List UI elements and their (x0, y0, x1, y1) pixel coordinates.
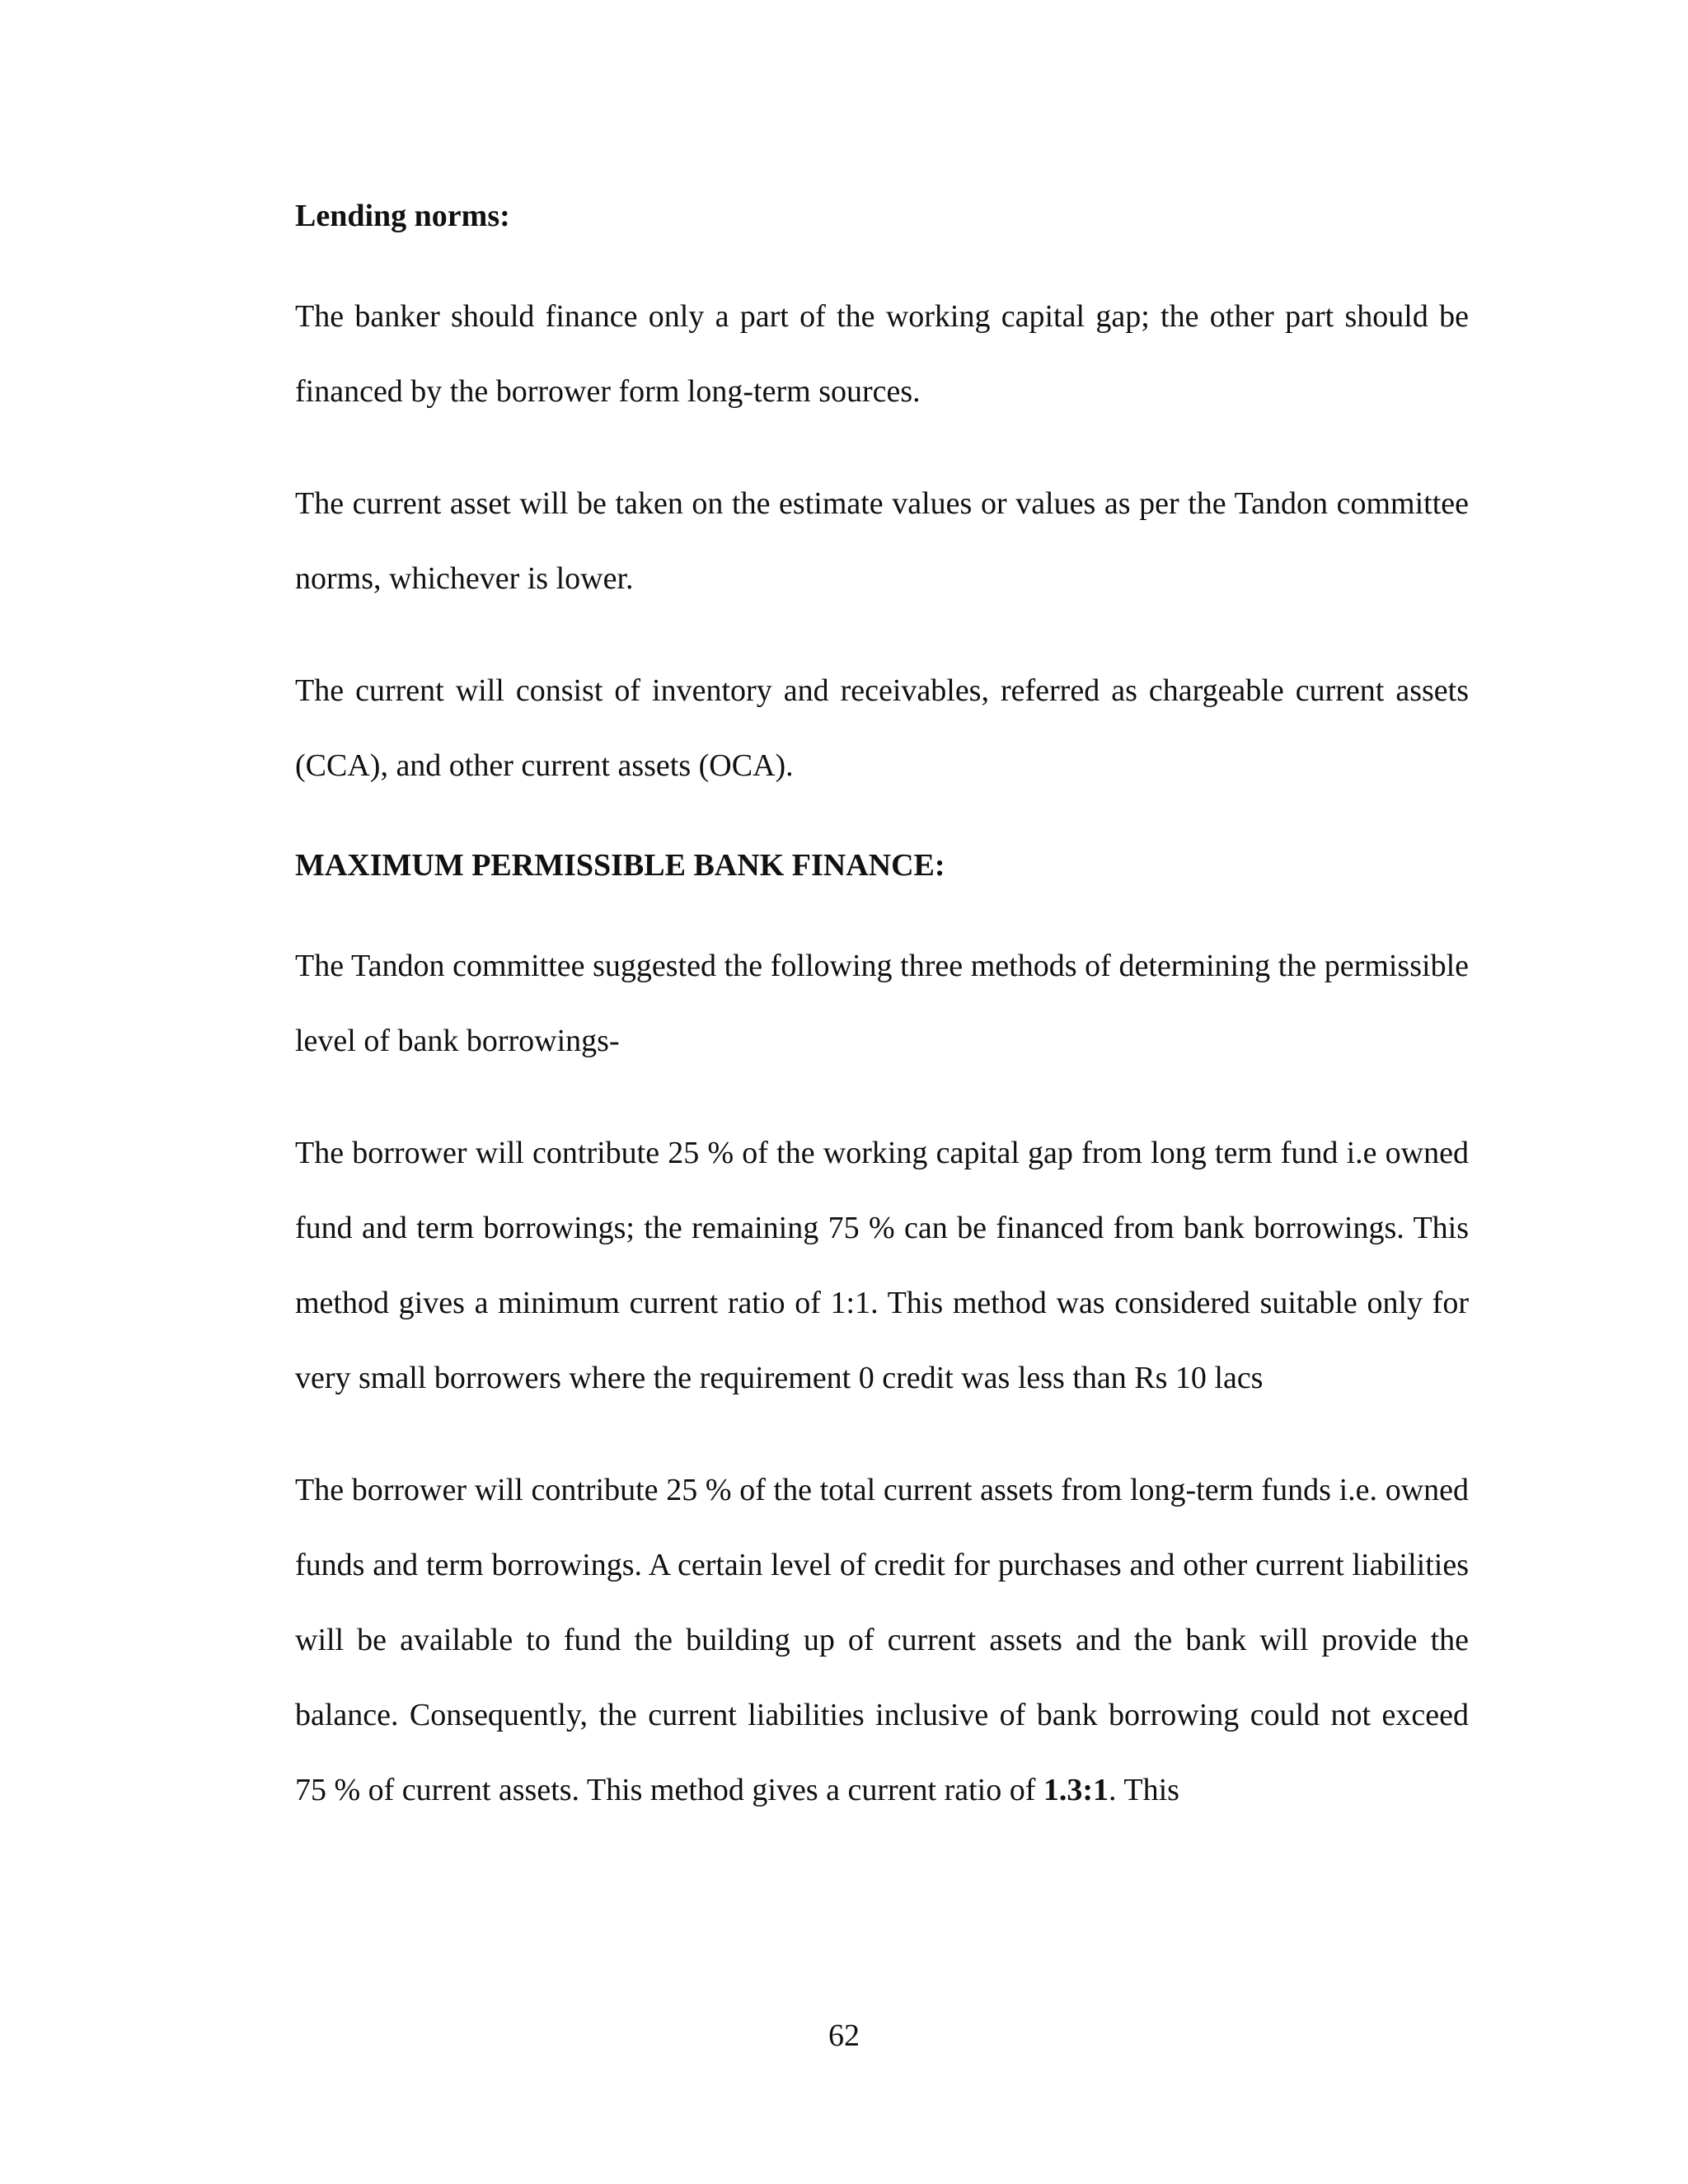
lending-paragraph-3: The current will consist of inventory and receivables, referred as chargeable current assets (CCA), and other current assets (OCA). (295, 673, 1469, 783)
mpbf-paragraph-2: The borrower will contribute 25 % of the working capital gap from long term fund i.e owned fund and term borrowings; the remaining 75 % can be financed from bank borrowings. This method gives a minimum current ratio of 1:1. This method was considered suitable only for very small borrowers where the requirement 0 credit was less than Rs 10 lacs (295, 1136, 1469, 1395)
lending-paragraph-1: The banker should finance only a part of the working capital gap; the other part should be financed by the borrower form long-term sources. (295, 299, 1469, 409)
current-ratio-value: 1.3:1 (1043, 1773, 1109, 1807)
page-content (295, 191, 1469, 1828)
lending-paragraph-2: The current asset will be taken on the estimate values or values as per the Tandon committee norms, whichever is lower. (295, 486, 1469, 596)
mpbf-paragraph-1: The Tandon committee suggested the following three methods of determining the permissible level of bank borrowings- (295, 949, 1469, 1058)
lending-norms-heading: Lending norms: (295, 199, 510, 233)
page-number: 62 (828, 2018, 860, 2053)
mpbf-paragraph-3-text: The borrower will contribute 25 % of the total current assets from long-term funds i.e. owned funds and term borrowings. A certain level of credit for purchases and other current liabilities will be available to fund the building up of current assets and the bank will provide the balance. Consequently, the current liabilities inclusive of bank borrowing could not exceed 75 % of current assets. This method gives a current ratio of (295, 1473, 1469, 1807)
mpbf-paragraph-3 (295, 1453, 1469, 1828)
mpbf-heading: MAXIMUM PERMISSIBLE BANK FINANCE: (295, 848, 945, 883)
mpbf-paragraph-3-end: . This (1109, 1773, 1179, 1807)
